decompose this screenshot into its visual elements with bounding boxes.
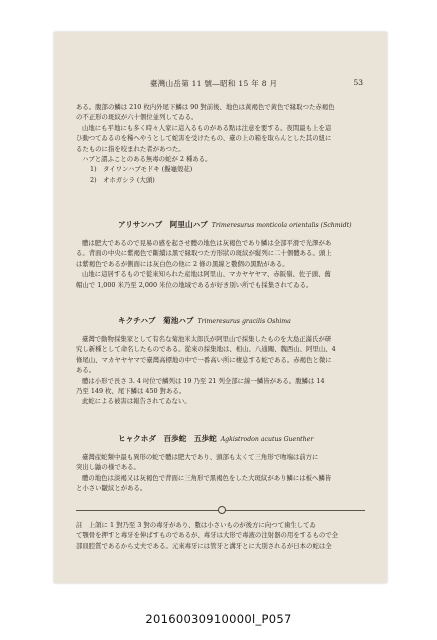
- section-title: アリサンハブ 阿里山ハブ: [118, 220, 208, 229]
- text-line: る。背面の中央に紫褐色で斷續は黑で縁取つた方形狀の斑紋が縦列に二十個體ある。頭上: [76, 249, 332, 258]
- text-line: るたものに指を咬まれた者があつた。: [76, 144, 185, 153]
- section-body: [76, 238, 365, 290]
- text-line: 部皿腔質であるから丈夫である。元來毒牙には管牙と溝牙とに大別されるが日本の蛇は全: [76, 541, 332, 550]
- text-line: ある。: [76, 366, 96, 375]
- text-line: 臺灣産蛇類中最も異形の蛇で體は肥大であり、頭部も太くて三角形で吻端は前方に: [82, 453, 319, 461]
- section-heading: [118, 315, 377, 326]
- text-line: 山地に這居するもので從來知られた産地は阿里山、マカヤヤヤマ、赤阪嶺、佐子頭、舊: [82, 270, 331, 279]
- text-line: 突出し鼬の様である。: [76, 463, 140, 472]
- text-line: ハブと謂ふことのある無毒の蛇が 2 種ある。: [82, 154, 212, 163]
- image-caption: 20160030910000l_P057: [145, 612, 292, 626]
- text-line: ある。腹部の鱗は 210 枚内外尾下鱗は 90 對前後、地色は黃褐色で黃色で縁取つた赤褐色: [76, 103, 335, 111]
- text-line: 此蛇による被害は報告されてゐない。: [82, 397, 191, 406]
- text-line: ひ動つてゐるのを稀へやうとして蛇害を受けたもの、臺の上の箱を取らんとした其の紐に: [76, 134, 332, 143]
- intro-paragraph: [76, 102, 365, 185]
- text-line: 體は小形で長さ 3. 4 吋位で鱗列は 19 乃至 21 列全部に線一鱗皆がある。腹鱗は 14: [82, 376, 325, 385]
- scanned-page: [54, 32, 387, 583]
- text-line: 條尾山、マカヤヤヤマで臺灣高標地の中で一番高い所に棲息する蛇である。赤褐色と微に: [76, 355, 332, 364]
- divider-circle: [218, 506, 226, 514]
- text-line: 山地にも平地にも多く時々人家に這入るものがある點は注意を要する。夜間最も上を這: [82, 123, 332, 132]
- footnote: [76, 520, 365, 551]
- text-line: 帽山で 1,000 米乃至 2,000 米位の地域であるが好き別い所でも採集されてゐる。: [76, 280, 313, 289]
- text-line: は紫褐色であるが側面には灰白色の他に 2 條の黑線と數個の黑點がある。: [76, 259, 289, 268]
- running-title: 臺灣山岳第 11 號―昭和 15 年 8 月: [150, 79, 278, 88]
- text-line: と小さい皺紋とがある。: [76, 484, 147, 493]
- scientific-name: Trimeresurus monticola orientalis (Schmidt): [211, 222, 352, 229]
- scientific-name: Trimeresurus gracilis Oshima: [197, 318, 291, 325]
- scientific-name: Agkistrodon acutus Guenther: [220, 436, 314, 443]
- section-heading: [118, 433, 377, 444]
- text-line: 究し新種として命名したものである。從來の採集地は、相山、八通關、魏西山、阿里山、4: [76, 345, 336, 354]
- text-line: 臺灣で動物採集家として有名な菊池米太郎氏が阿里山で採集したものを大島正滿氏が研: [82, 335, 332, 343]
- section-title: キクチハブ 菊池ハブ: [118, 316, 194, 325]
- text-line: て顎骨を押すと毒牙を伸ばすものであるが、毒牙は大形で毒液の注射器の用をするもので全: [76, 531, 339, 540]
- text-line: 體は肥大であるので見易の感を起させ體の地色は灰褐色であり鱗は全部平滑で光澤があ: [82, 239, 332, 247]
- page-number: 53: [353, 78, 363, 87]
- text-line: 註 上頜に 1 對乃至 3 對の毒牙があり、數は小さいものが後方に向つて歯生してゐ: [76, 521, 316, 529]
- section-body: [76, 334, 365, 407]
- section-heading: [118, 219, 377, 230]
- list-item: 1) タイワンハブモドキ (擬龜殼花): [90, 165, 193, 174]
- page-header: [54, 78, 387, 90]
- text-line: 乃至 149 枚、尾下鱗は 450 對ある。: [76, 386, 186, 395]
- section-body: [76, 452, 365, 494]
- list-item: 2) オホガシラ (大頭): [90, 175, 155, 184]
- text-line: の不正形の斑紋が六十個位並列してゐる。: [76, 113, 198, 122]
- text-line: 體の地色は淡褐又は灰褐色で背面に三角形で黑褐色をした大斑紋があり鱗には板へ鱗皆: [82, 473, 332, 482]
- section-title: ヒャクホダ 百歩蛇 五歩蛇: [118, 434, 217, 443]
- section-divider: [76, 506, 365, 514]
